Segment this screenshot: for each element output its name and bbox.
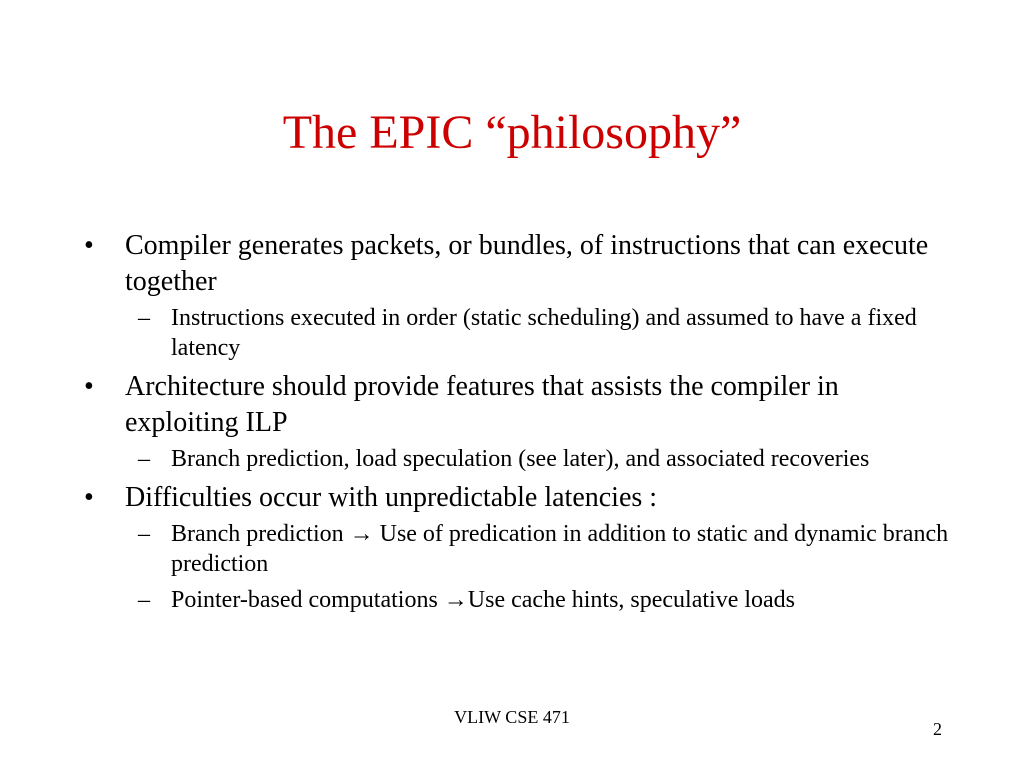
slide-footer: VLIW CSE 471 [454,707,570,727]
sub-bullet-marker: – [138,446,150,472]
slide-title: The EPIC “philosophy” [282,106,742,159]
bullet-text: Compiler generates packets, or bundles, of instructions that can execute together [125,230,929,297]
bullet-item [84,228,954,300]
sub-bullet-item [84,444,954,474]
sub-bullet-text: Instructions executed in order (static scheduling) and assumed to have a fixed latency [171,305,917,361]
sub-bullet-text: Branch prediction, load speculation (see later), and associated recoveries [171,446,870,472]
page-number: 2 [933,719,942,739]
bullet-marker: • [84,371,94,402]
sub-bullet-marker: – [138,305,150,331]
bullet-text: Difficulties occur with unpredictable latencies : [125,482,658,513]
bullet-item [84,480,954,516]
bullet-marker: • [84,482,94,513]
sub-bullet-item [84,585,954,615]
sub-bullet-marker: – [138,587,150,613]
sub-bullet-item [84,303,954,363]
bullet-list [84,228,954,621]
sub-bullet-marker: – [138,521,150,547]
bullet-item [84,369,954,441]
bullet-text: Architecture should provide features that assists the compiler in exploiting ILP [125,371,839,438]
sub-bullet-text: Pointer-based computations →Use cache hints, speculative loads [171,587,796,613]
sub-bullet-text: Branch prediction → Use of predication in addition to static and dynamic branch prediction [171,521,949,577]
bullet-marker: • [84,230,94,261]
sub-bullet-item [84,519,954,579]
